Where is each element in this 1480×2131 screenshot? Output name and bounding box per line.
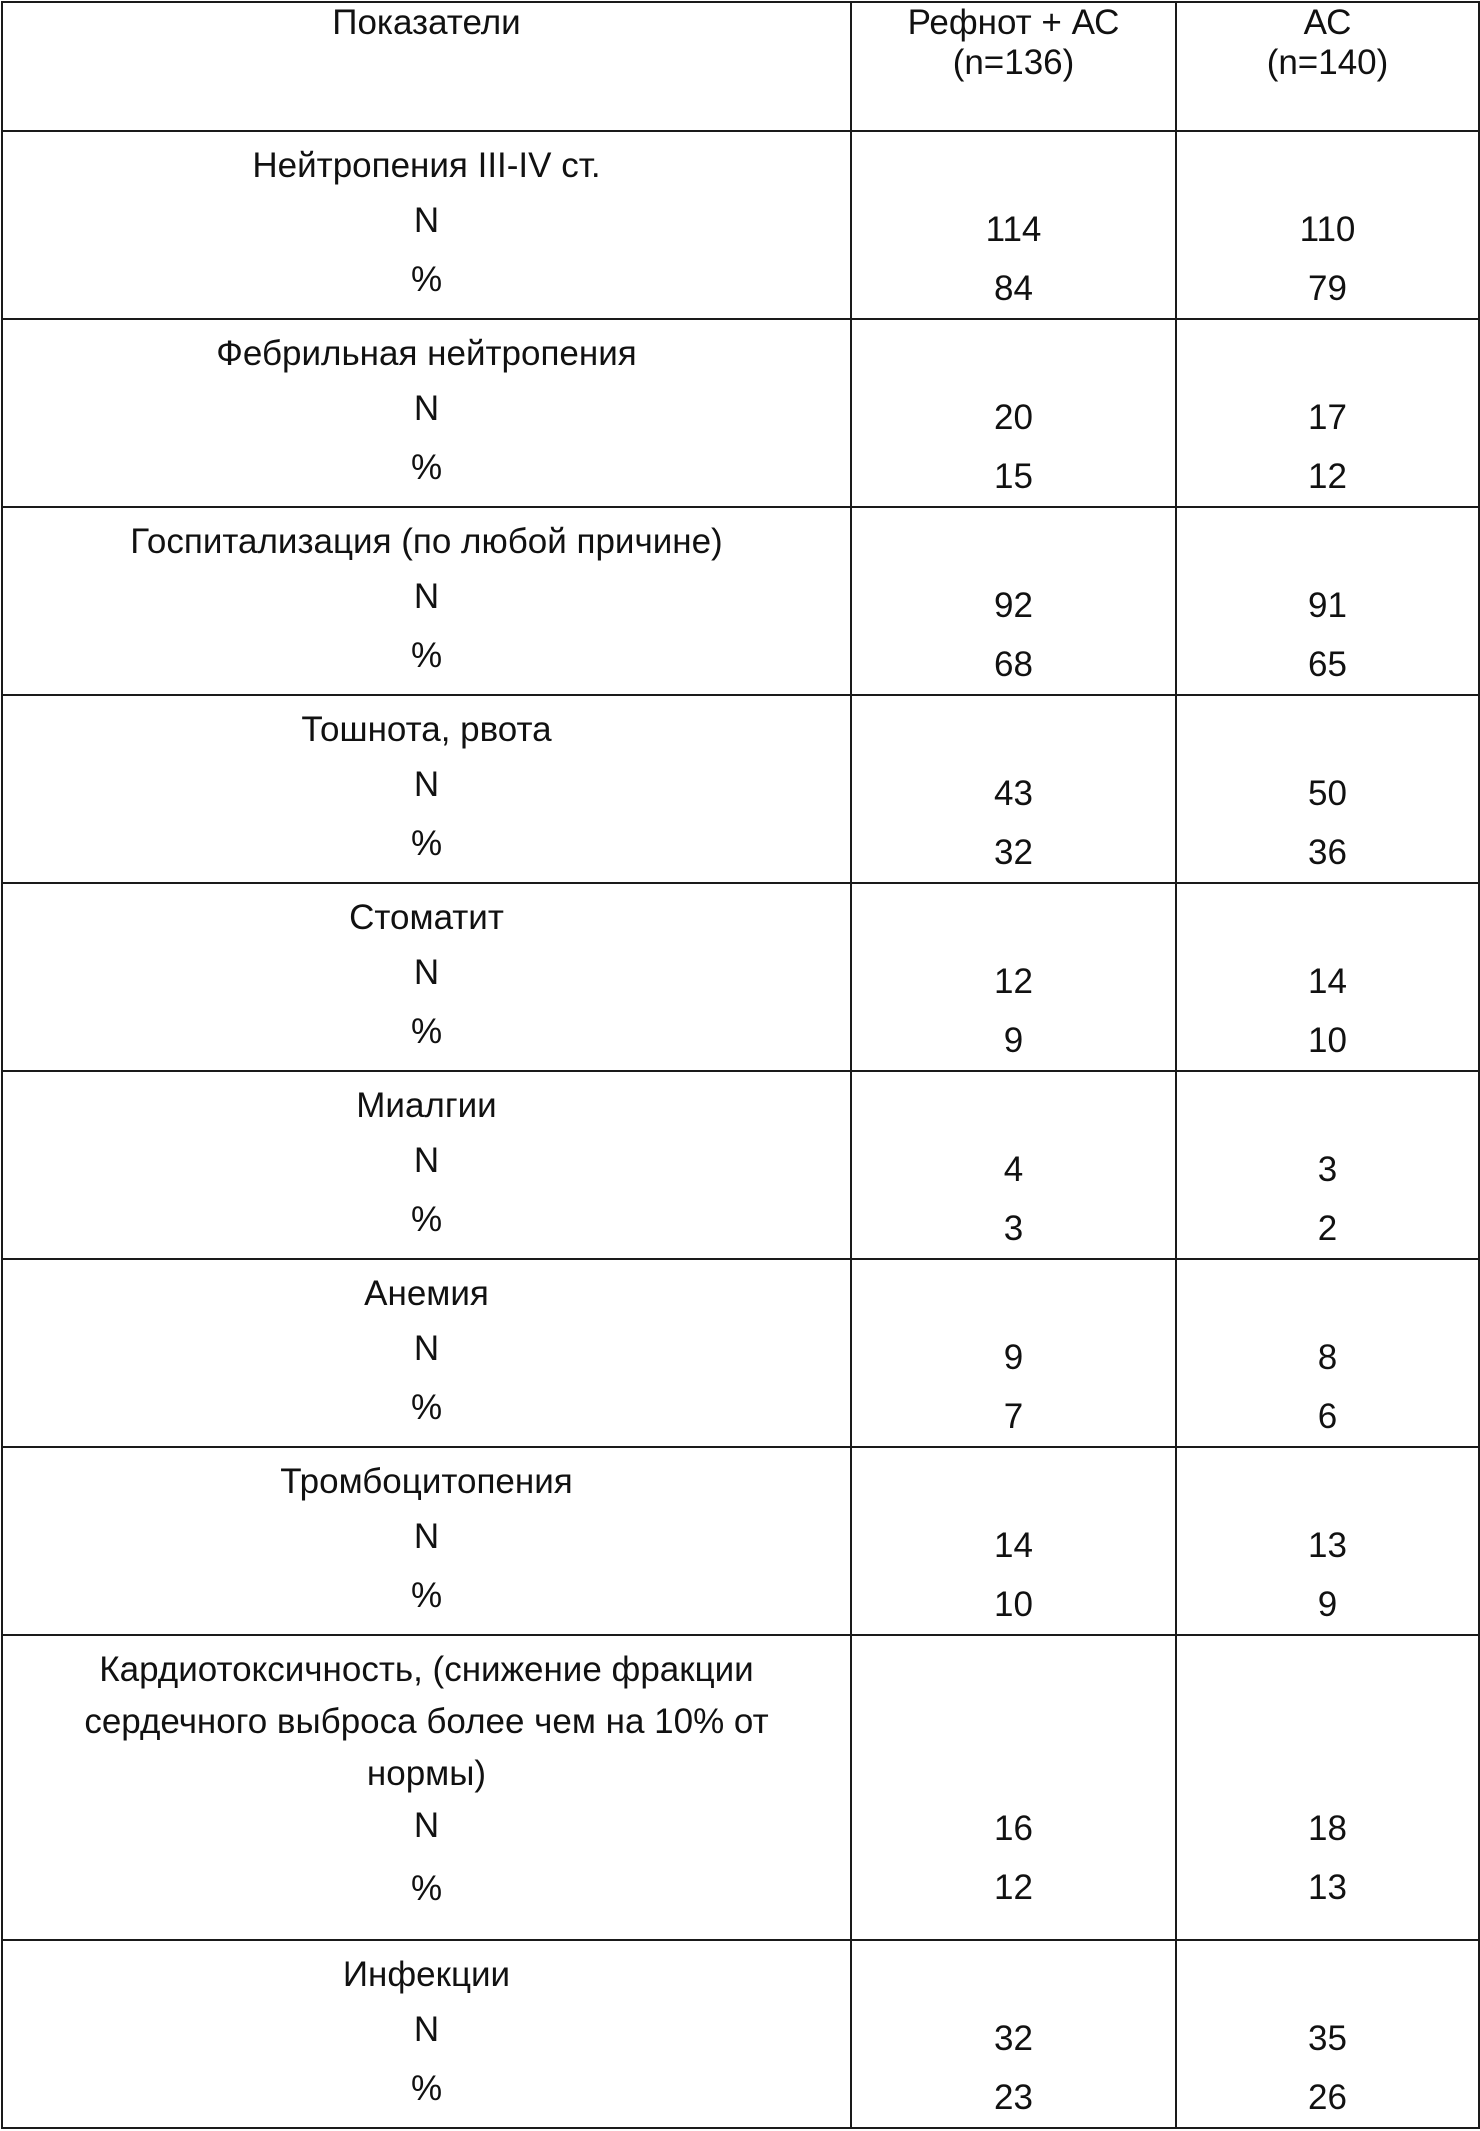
header-group1-cell bbox=[851, 2, 1176, 131]
stat-label-n: N bbox=[413, 765, 440, 804]
stat-label-percent: % bbox=[410, 260, 443, 299]
group1-percent-value: 7 bbox=[1003, 1397, 1024, 1436]
group2-value-cell bbox=[1176, 507, 1479, 695]
indicator-cell bbox=[2, 695, 851, 883]
group1-value-cell bbox=[851, 131, 1176, 319]
group1-percent-value: 12 bbox=[994, 1868, 1033, 1907]
group2-count-value: 50 bbox=[1308, 774, 1347, 813]
stat-label-percent: % bbox=[410, 448, 443, 487]
table-row bbox=[2, 319, 1479, 507]
group2-value-cell bbox=[1176, 1635, 1479, 1940]
stat-label-n: N bbox=[413, 389, 440, 428]
group2-count-value: 18 bbox=[1308, 1809, 1347, 1848]
stat-label-percent: % bbox=[410, 636, 443, 675]
indicator-cell bbox=[2, 1447, 851, 1635]
group1-value-cell bbox=[851, 1940, 1176, 2128]
table-row bbox=[2, 131, 1479, 319]
group1-value-cell bbox=[851, 1635, 1176, 1940]
indicator-cell bbox=[2, 1635, 851, 1940]
group1-percent-value: 10 bbox=[994, 1585, 1033, 1624]
table-header-row bbox=[2, 2, 1479, 131]
stat-label-percent: % bbox=[410, 1388, 443, 1427]
stat-label-n: N bbox=[413, 577, 440, 616]
group2-percent-value: 79 bbox=[1308, 269, 1347, 308]
group1-percent-value: 84 bbox=[994, 269, 1033, 308]
indicator-title bbox=[3, 1448, 850, 1508]
table-row bbox=[2, 1940, 1479, 2128]
stat-label-percent: % bbox=[410, 1576, 443, 1615]
group2-percent-value: 2 bbox=[1317, 1209, 1338, 1248]
group2-value-cell bbox=[1176, 695, 1479, 883]
group2-value-cell bbox=[1176, 1071, 1479, 1259]
stat-label-percent: % bbox=[410, 1869, 443, 1908]
indicator-title bbox=[3, 1941, 850, 2001]
indicator-title-line: Тошнота, рвота bbox=[301, 710, 552, 749]
group1-value-cell bbox=[851, 1447, 1176, 1635]
group1-value-cell bbox=[851, 507, 1176, 695]
indicator-cell bbox=[2, 1071, 851, 1259]
table-row bbox=[2, 1447, 1479, 1635]
header-group1-name: Рефнот + АС bbox=[907, 3, 1120, 42]
group2-count-value: 8 bbox=[1317, 1338, 1338, 1377]
indicator-title bbox=[3, 884, 850, 944]
group1-value-cell bbox=[851, 695, 1176, 883]
group2-value-cell bbox=[1176, 1259, 1479, 1447]
indicator-title-line: Госпитализация (по любой причине) bbox=[130, 522, 723, 561]
indicator-title-line: Фебрильная нейтропения bbox=[216, 334, 637, 373]
group2-count-value: 110 bbox=[1299, 210, 1356, 249]
group1-count-value: 4 bbox=[1003, 1150, 1024, 1189]
group2-percent-value: 10 bbox=[1308, 1021, 1347, 1060]
group2-count-value: 14 bbox=[1308, 962, 1347, 1001]
stat-label-n: N bbox=[413, 953, 440, 992]
group2-count-value: 3 bbox=[1317, 1150, 1338, 1189]
group1-percent-value: 32 bbox=[994, 833, 1033, 872]
stat-label-n: N bbox=[413, 201, 440, 240]
group2-value-cell bbox=[1176, 319, 1479, 507]
group2-percent-value: 12 bbox=[1308, 457, 1347, 496]
table-row bbox=[2, 1071, 1479, 1259]
group1-value-cell bbox=[851, 319, 1176, 507]
header-group1-n: (n=136) bbox=[952, 43, 1075, 82]
stat-label-n: N bbox=[413, 2010, 440, 2049]
indicator-title-line: Стоматит bbox=[349, 898, 504, 937]
indicator-title bbox=[3, 320, 850, 380]
group1-value-cell bbox=[851, 1259, 1176, 1447]
group2-count-value: 13 bbox=[1308, 1526, 1347, 1565]
adverse-events-table bbox=[1, 1, 1480, 2129]
header-group2-n: (n=140) bbox=[1266, 43, 1389, 82]
stat-label-n: N bbox=[413, 1329, 440, 1368]
stat-label-percent: % bbox=[410, 824, 443, 863]
group2-percent-value: 6 bbox=[1317, 1397, 1338, 1436]
indicator-title bbox=[3, 132, 850, 192]
group2-percent-value: 13 bbox=[1308, 1868, 1347, 1907]
table-row bbox=[2, 1259, 1479, 1447]
group1-count-value: 43 bbox=[994, 774, 1033, 813]
table-body bbox=[2, 131, 1479, 2128]
indicator-title-line: Нейтропения III-IV ст. bbox=[252, 146, 601, 185]
header-group2-cell bbox=[1176, 2, 1479, 131]
group1-count-value: 32 bbox=[994, 2019, 1033, 2058]
indicator-title-line: Анемия bbox=[364, 1274, 489, 1313]
group2-count-value: 17 bbox=[1308, 398, 1347, 437]
header-indicator-cell bbox=[2, 2, 851, 131]
indicator-title-line: Тромбоцитопения bbox=[280, 1462, 573, 1501]
group1-value-cell bbox=[851, 883, 1176, 1071]
stat-label-percent: % bbox=[410, 1012, 443, 1051]
group2-percent-value: 36 bbox=[1308, 833, 1347, 872]
indicator-title bbox=[3, 1636, 850, 1800]
group1-percent-value: 3 bbox=[1003, 1209, 1024, 1248]
indicator-title-line: сердечного выброса более чем на 10% от bbox=[84, 1702, 769, 1741]
table-row bbox=[2, 1635, 1479, 1940]
indicator-title bbox=[3, 508, 850, 568]
group1-count-value: 16 bbox=[994, 1809, 1033, 1848]
group2-percent-value: 26 bbox=[1308, 2078, 1347, 2117]
indicator-cell bbox=[2, 1259, 851, 1447]
stat-label-n: N bbox=[413, 1517, 440, 1556]
group2-value-cell bbox=[1176, 131, 1479, 319]
header-group2-name: АС bbox=[1303, 3, 1352, 42]
indicator-cell bbox=[2, 131, 851, 319]
table-row bbox=[2, 883, 1479, 1071]
group1-count-value: 92 bbox=[994, 586, 1033, 625]
group2-percent-value: 65 bbox=[1308, 645, 1347, 684]
indicator-cell bbox=[2, 319, 851, 507]
group2-percent-value: 9 bbox=[1317, 1585, 1338, 1624]
group1-count-value: 114 bbox=[985, 210, 1042, 249]
indicator-title-line: Инфекции bbox=[342, 1955, 511, 1994]
group1-value-cell bbox=[851, 1071, 1176, 1259]
stat-label-percent: % bbox=[410, 1200, 443, 1239]
indicator-cell bbox=[2, 1940, 851, 2128]
group2-value-cell bbox=[1176, 883, 1479, 1071]
indicator-cell bbox=[2, 883, 851, 1071]
indicator-title bbox=[3, 1260, 850, 1320]
group1-percent-value: 23 bbox=[994, 2078, 1033, 2117]
group1-count-value: 20 bbox=[994, 398, 1033, 437]
stat-label-percent: % bbox=[410, 2069, 443, 2108]
indicator-title-line: нормы) bbox=[366, 1754, 487, 1793]
group2-value-cell bbox=[1176, 1940, 1479, 2128]
group1-count-value: 14 bbox=[994, 1526, 1033, 1565]
stat-label-n: N bbox=[413, 1806, 440, 1845]
group1-percent-value: 9 bbox=[1003, 1021, 1024, 1060]
group2-count-value: 91 bbox=[1308, 586, 1347, 625]
table-row bbox=[2, 695, 1479, 883]
indicator-title bbox=[3, 1072, 850, 1132]
group2-value-cell bbox=[1176, 1447, 1479, 1635]
header-indicator-label: Показатели bbox=[332, 3, 521, 42]
group2-count-value: 35 bbox=[1308, 2019, 1347, 2058]
group1-count-value: 12 bbox=[994, 962, 1033, 1001]
table-row bbox=[2, 507, 1479, 695]
group1-percent-value: 15 bbox=[994, 457, 1033, 496]
indicator-title bbox=[3, 696, 850, 756]
group1-percent-value: 68 bbox=[994, 645, 1033, 684]
group1-count-value: 9 bbox=[1003, 1338, 1024, 1377]
stat-label-n: N bbox=[413, 1141, 440, 1180]
indicator-title-line: Кардиотоксичность, (снижение фракции bbox=[99, 1650, 754, 1689]
indicator-title-line: Миалгии bbox=[356, 1086, 497, 1125]
indicator-cell bbox=[2, 507, 851, 695]
